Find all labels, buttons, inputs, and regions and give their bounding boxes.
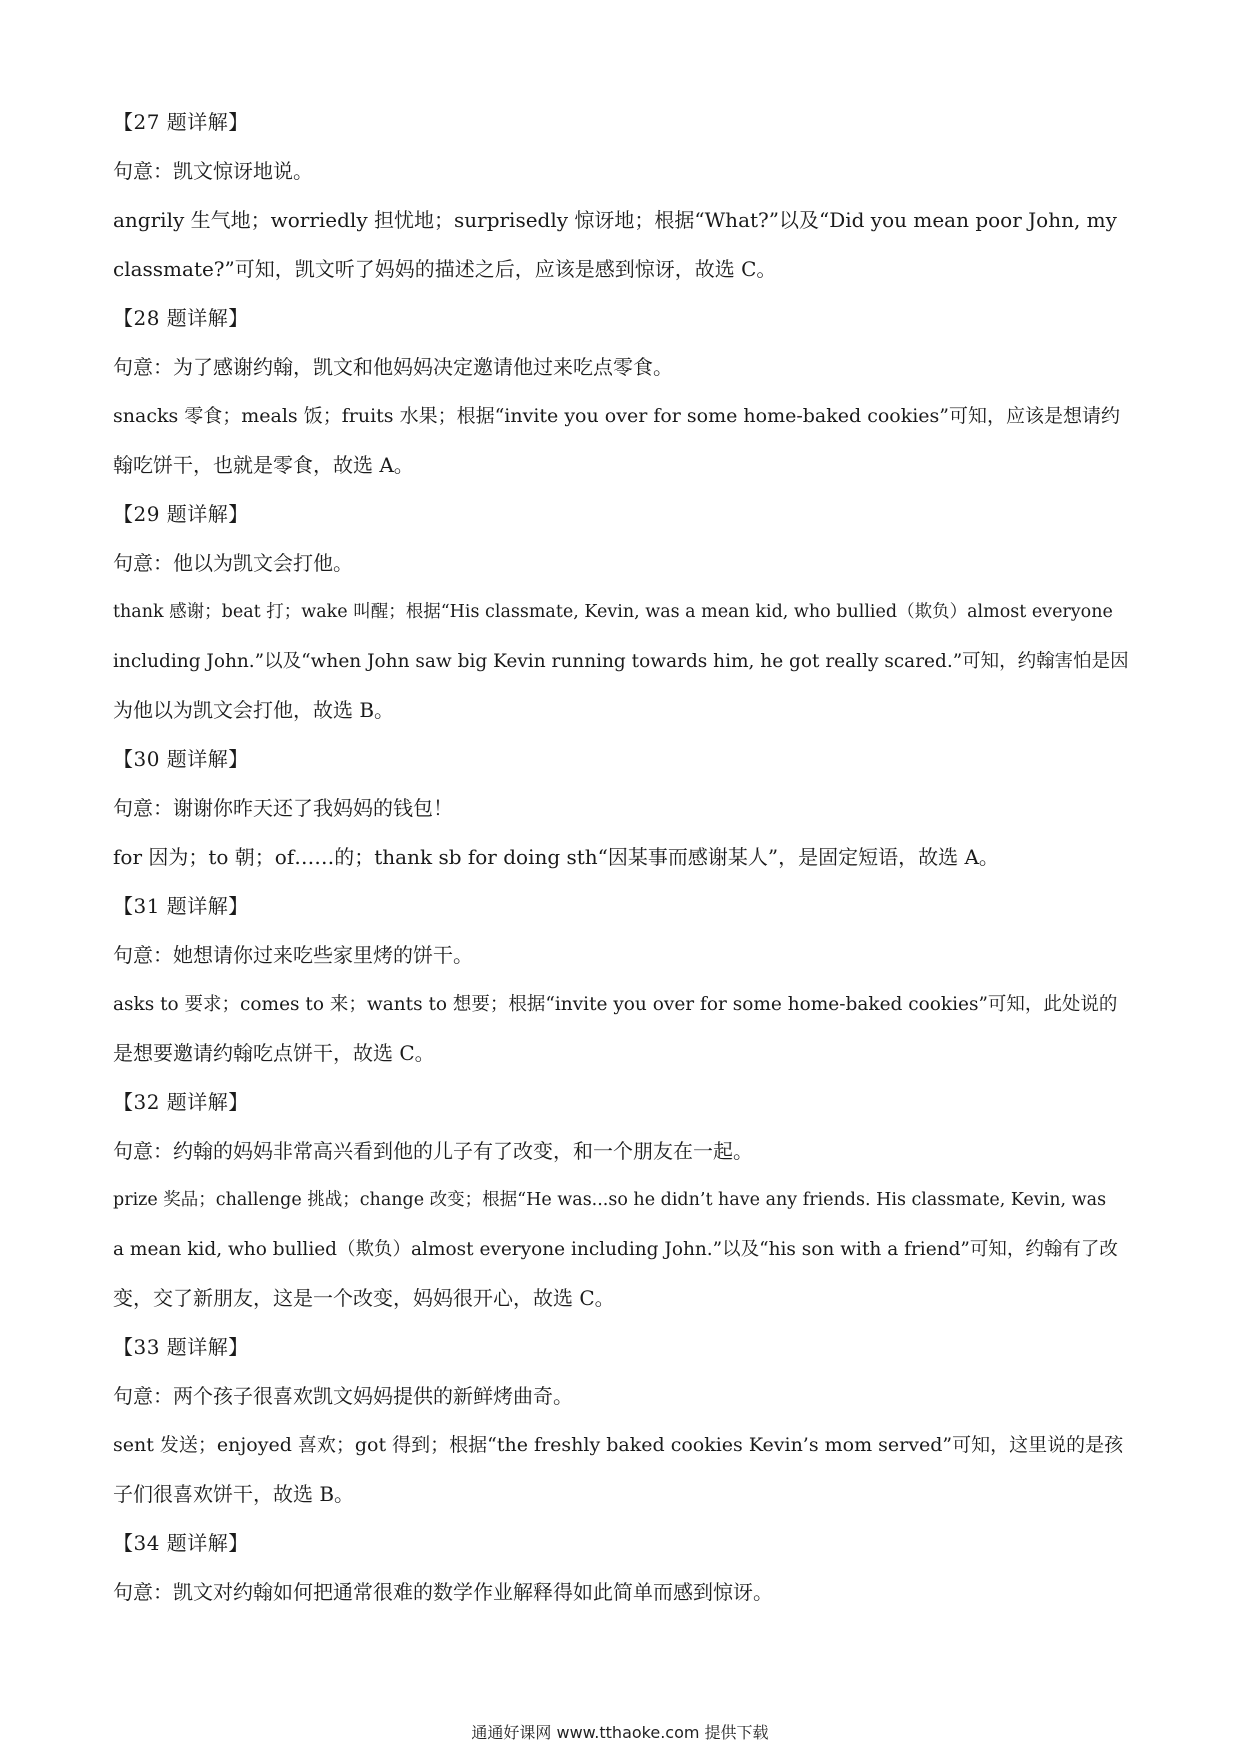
sentence-meaning: 句意：凯文对约翰如何把通常很难的数学作业解释得如此简单而感到惊讶。 [113, 1580, 773, 1604]
explanation-line: asks to 要求；comes to 来；wants to 想要；根据“invite you over for some home-baked cookies”可知，此处说的 [113, 994, 1118, 1015]
explanation-line: thank 感谢；beat 打；wake 叫醒；根据“His classmate, Kevin, was a mean kid, who bullied（欺负）almost everyone [113, 602, 1113, 622]
explanation-line: 翰吃饼干，也就是零食，故选 A。 [113, 453, 414, 477]
section-heading-29: 【29 题详解】 [113, 502, 249, 526]
section-heading-31: 【31 题详解】 [113, 894, 249, 918]
sentence-meaning: 句意：谢谢你昨天还了我妈妈的钱包！ [113, 796, 453, 820]
section-heading-28: 【28 题详解】 [113, 306, 249, 330]
sentence-meaning: 句意：约翰的妈妈非常高兴看到他的儿子有了改变，和一个朋友在一起。 [113, 1139, 753, 1163]
document-body [113, 98, 1133, 1617]
sentence-meaning: 句意：她想请你过来吃些家里烤的饼干。 [113, 943, 473, 967]
explanation-line: 为他以为凯文会打他，故选 B。 [113, 698, 395, 722]
sentence-meaning: 句意：两个孩子很喜欢凯文妈妈提供的新鲜烤曲奇。 [113, 1384, 573, 1408]
sentence-meaning: 句意：凯文惊讶地说。 [113, 159, 313, 183]
explanation-line: a mean kid, who bullied（欺负）almost everyone including John.”以及“his son with a friend”可知，约翰有了改 [113, 1239, 1118, 1260]
section-heading-32: 【32 题详解】 [113, 1090, 249, 1114]
section-heading-27: 【27 题详解】 [113, 110, 249, 134]
explanation-line: 变，交了新朋友，这是一个改变，妈妈很开心，故选 C。 [113, 1286, 615, 1310]
section-heading-33: 【33 题详解】 [113, 1335, 249, 1359]
sentence-meaning: 句意：他以为凯文会打他。 [113, 551, 353, 575]
explanation-line: snacks 零食；meals 饭；fruits 水果；根据“invite you over for some home-baked cookies”可知，应该是想请约 [113, 405, 1121, 427]
section-heading-30: 【30 题详解】 [113, 747, 249, 771]
explanation-line: including John.”以及“when John saw big Kevin running towards him, he got really scared.”可知，约翰害怕是因 [113, 651, 1129, 672]
explanation-line: sent 发送；enjoyed 喜欢；got 得到；根据“the freshly baked cookies Kevin’s mom served”可知，这里说的是孩 [113, 1434, 1124, 1456]
explanation-line: for 因为；to 朝；of……的；thank sb for doing sth“因某事而感谢某人”，是固定短语，故选 A。 [113, 845, 999, 869]
section-heading-34: 【34 题详解】 [113, 1531, 249, 1555]
page-footer: 通通好课网 www.tthaoke.com 提供下载 [471, 1723, 769, 1742]
explanation-line: prize 奖品；challenge 挑战；change 改变；根据“He was...so he didn’t have any friends. His classmate, Kevin, was [113, 1190, 1107, 1210]
explanation-line: angrily 生气地；worriedly 担忧地；surprisedly 惊讶地；根据“What?”以及“Did you mean poor John, my [113, 208, 1117, 232]
explanation-line: 子们很喜欢饼干，故选 B。 [113, 1482, 355, 1506]
explanation-line: classmate?”可知，凯文听了妈妈的描述之后，应该是感到惊讶，故选 C。 [113, 257, 777, 281]
sentence-meaning: 句意：为了感谢约翰，凯文和他妈妈决定邀请他过来吃点零食。 [113, 355, 673, 379]
explanation-line: 是想要邀请约翰吃点饼干，故选 C。 [113, 1041, 435, 1065]
